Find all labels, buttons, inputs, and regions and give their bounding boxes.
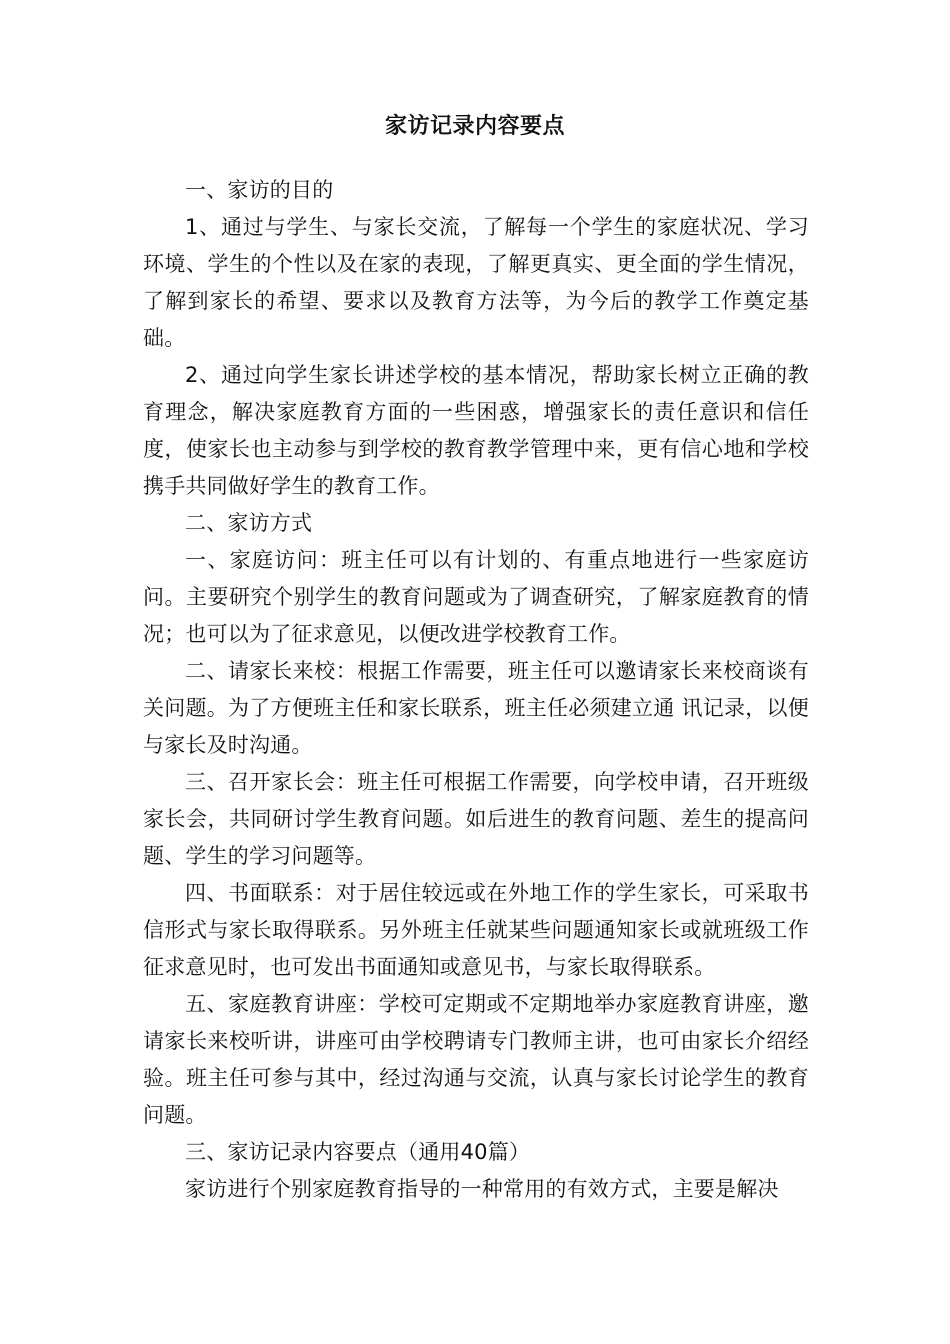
section-heading-key-points: 三、家访记录内容要点（通用40篇）	[185, 1140, 531, 1164]
section-heading-methods: 二、家访方式	[185, 511, 313, 535]
document-title: 家访记录内容要点	[384, 114, 565, 139]
paragraph: 五、家庭教育讲座：学校可定期或不定期地举办家庭教育讲座，邀请家长来校听讲，讲座可由学校聘请专门教师主讲，也可由家长介绍经验。班主任可参与其中，经过沟通与交流，认真与家长讨论学生的教育问题。	[143, 992, 809, 1127]
paragraph: 2、通过向学生家长讲述学校的基本情况，帮助家长树立正确的教育理念，解决家庭教育方面的一些困惑，增强家长的责任意识和信任度，使家长也主动参与到学校的教育教学管理中来，更有信心地和学校携手共同做好学生的教育工作。	[143, 363, 809, 498]
paragraph: 二、请家长来校：根据工作需要，班主任可以邀请家长来校商谈有关问题。为了方便班主任和家长联系，班主任必须建立通 讯记录，以便与家长及时沟通。	[143, 659, 809, 757]
paragraph: 三、召开家长会：班主任可根据工作需要，向学校申请，召开班级家长会，共同研讨学生教育问题。如后进生的教育问题、差生的提高问题、学生的学习问题等。	[143, 770, 809, 868]
paragraph: 四、书面联系：对于居住较远或在外地工作的学生家长，可采取书信形式与家长取得联系。另外班主任就某些问题通知家长或就班级工作征求意见时，也可发出书面通知或意见书，与家长取得联系。	[143, 881, 809, 979]
document-body	[143, 172, 809, 1208]
paragraph: 家访进行个别家庭教育指导的一种常用的有效方式，主要是解决	[185, 1177, 779, 1201]
paragraph: 1、通过与学生、与家长交流，了解每一个学生的家庭状况、学习环境、学生的个性以及在家的表现，了解更真实、更全面的学生情况，了解到家长的希望、要求以及教育方法等，为今后的教学工作奠定基础。	[143, 215, 809, 350]
paragraph: 一、家庭访问：班主任可以有计划的、有重点地进行一些家庭访问。主要研究个别学生的教育问题或为了调查研究，了解家庭教育的情况；也可以为了征求意见，以便改进学校教育工作。	[143, 548, 809, 646]
section-heading-purpose: 一、家访的目的	[185, 178, 334, 202]
